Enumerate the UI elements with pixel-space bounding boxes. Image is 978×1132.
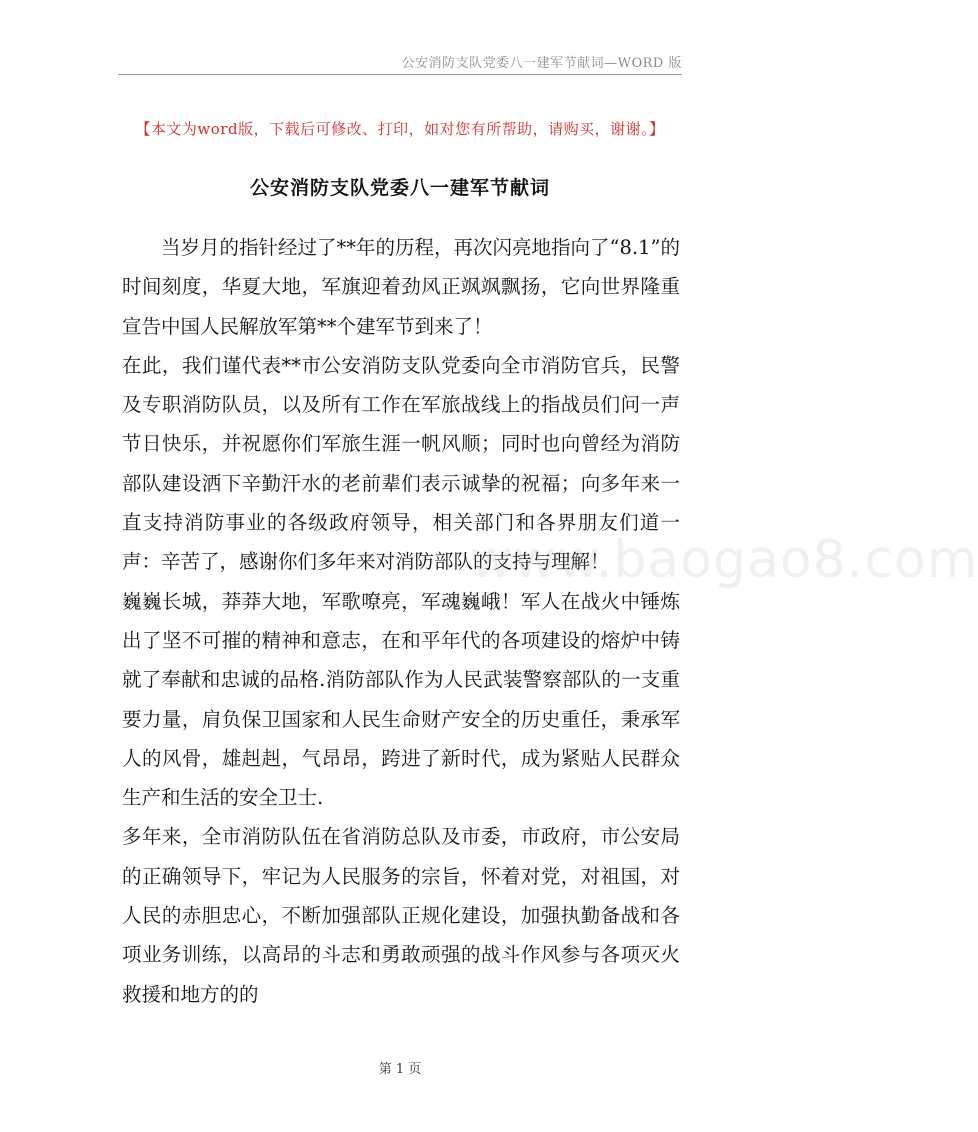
running-header: 公安消防支队党委八一建军节献词—WORD 版 bbox=[401, 56, 682, 71]
document-body bbox=[122, 228, 680, 1014]
paragraph-2: 在此，我们谨代表**市公安消防支队党委向全市消防官兵，民警及专职消防队员，以及所有工作在军旅战线上的指战员们问一声节日快乐，并祝愿你们军旅生涯一帆风顺；同时也向曾经为消防部队建设洒下辛勤汗水的老前辈们表示诚挚的祝福；向多年来一直支持消防事业的各级政府领导，相关部门和各界朋友们道一声：辛苦了，感谢你们多年来对消防部队的支持与理解！ bbox=[122, 353, 680, 574]
page-number: 第 1 页 bbox=[378, 1062, 422, 1077]
header-divider bbox=[118, 74, 682, 75]
document-title: 公安消防支队党委八一建军节献词 bbox=[249, 177, 550, 199]
download-notice: 【本文为word版，下载后可修改、打印，如对您有所帮助，请购买，谢谢。】 bbox=[135, 120, 665, 138]
paragraph-1: 当岁月的指针经过了**年的历程，再次闪亮地指向了“8.1”的时间刻度，华夏大地，军旗迎着劲风正飒飒飘扬，它向世界隆重宣告中国人民解放军第**个建军节到来了！ bbox=[122, 236, 680, 338]
paragraph-3: 巍巍长城，莽莽大地，军歌嘹亮，军魂巍峨！军人在战火中锤炼出了坚不可摧的精神和意志，在和平年代的各项建设的熔炉中铸就了奉献和忠诚的品格.消防部队作为人民武装警察部队的一支重要力量，肩负保卫国家和人民生命财产安全的历史重任，秉承军人的风骨，雄赳赳，气昂昂，跨进了新时代，成为紧贴人民群众生产和生活的安全卫士. bbox=[122, 589, 680, 810]
watermark: www.baogao8.com bbox=[470, 530, 978, 590]
paragraph-4: 多年来，全市消防队伍在省消防总队及市委，市政府，市公安局的正确领导下，牢记为人民服务的宗旨，怀着对党，对祖国，对人民的赤胆忠心，不断加强部队正规化建设，加强执勤备战和各项业务训练，以高昂的斗志和勇敢顽强的战斗作风参与各项灭火救援和地方的的 bbox=[122, 825, 680, 1006]
